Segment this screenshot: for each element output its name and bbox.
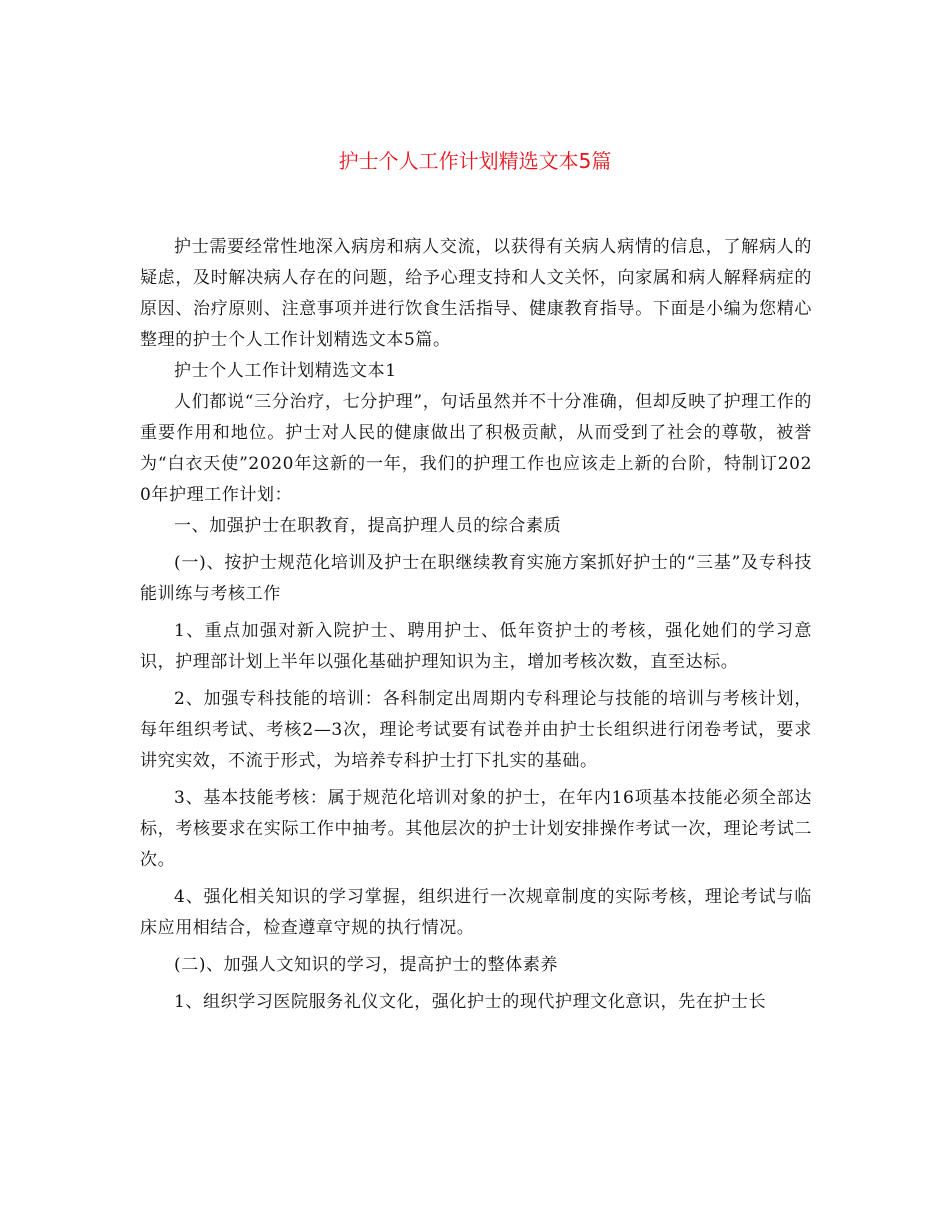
intro-paragraph: 护士需要经常性地深入病房和病人交流，以获得有关病人病情的信息，了解病人的疑虑，及时解决病人存在的问题，给予心理支持和人文关怀，向家属和病人解释病症的原因、治疗原则、注意事项并进行饮食生活指导、健康教育指导。下面是小编为您精心整理的护士个人工作计划精选文本5篇。 — [140, 237, 812, 350]
list-item: 1、组织学习医院服务礼仪文化，强化护士的现代护理文化意识，先在护士长 — [174, 992, 767, 1012]
subheading: (一)、按护士规范化培训及护士在职继续教育实施方案抓好护士的“三基”及专科技能训练与考核工作 — [140, 553, 812, 604]
list-item: 4、强化相关知识的学习掌握，组织进行一次规章制度的实际考核，理论考试与临床应用相结合，检查遵章守规的执行情况。 — [140, 887, 812, 938]
document-body — [140, 232, 812, 1018]
list-item: 1、重点加强对新入院护士、聘用护士、低年资护士的考核，强化她们的学习意识，护理部计划上半年以强化基础护理知识为主，增加考核次数，直至达标。 — [140, 621, 812, 672]
section-heading: 护士个人工作计划精选文本1 — [174, 361, 397, 381]
subheading: 一、加强护士在职教育，提高护理人员的综合素质 — [174, 516, 562, 536]
body-paragraph: 人们都说“三分治疗，七分护理”，句话虽然并不十分准确，但却反映了护理工作的重要作用和地位。护士对人民的健康做出了积极贡献，从而受到了社会的尊敬，被誉为“白衣天使”2020年这新的一年，我们的护理工作也应该走上新的台阶，特制订2020年护理工作计划： — [140, 392, 812, 505]
list-item: 3、基本技能考核：属于规范化培训对象的护士，在年内16项基本技能必须全部达标，考核要求在实际工作中抽考。其他层次的护士计划安排操作考试一次，理论考试二次。 — [140, 788, 812, 870]
page-title: 护士个人工作计划精选文本5篇 — [338, 149, 612, 173]
list-item: 2、加强专科技能的培训：各科制定出周期内专科理论与技能的培训与考核计划，每年组织考试、考核2—3次，理论考试要有试卷并由护士长组织进行闭卷考试，要求讲究实效，不流于形式，为培养专科护士打下扎实的基础。 — [140, 689, 812, 771]
subheading: (二)、加强人文知识的学习，提高护士的整体素养 — [174, 955, 559, 975]
